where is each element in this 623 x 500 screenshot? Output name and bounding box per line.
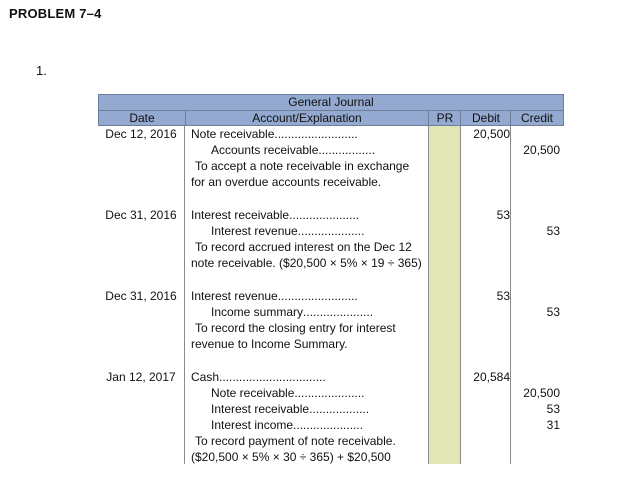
entry-date: Dec 31, 2016 — [105, 208, 177, 222]
credit-amount: 20,500 — [523, 386, 560, 400]
account-line: Accounts receivable................. — [211, 143, 376, 157]
entry-explanation: To record the closing entry for interest — [195, 321, 396, 335]
problem-title: PROBLEM 7–4 — [9, 6, 102, 21]
entry-explanation: To record payment of note receivable. — [195, 434, 396, 448]
pr-column-shade — [428, 126, 460, 464]
account-line: Note receivable..................... — [211, 386, 365, 400]
account-line: Interest income..................... — [211, 418, 364, 432]
entry-explanation: To record accrued interest on the Dec 12 — [195, 240, 412, 254]
credit-amount: 31 — [546, 418, 560, 432]
entry-explanation: To accept a note receivable in exchange — [195, 159, 410, 173]
entry-explanation: note receivable. ($20,500 × 5% × 19 ÷ 365) — [191, 256, 422, 270]
credit-amount: 53 — [546, 305, 560, 319]
journal-title: General Journal — [288, 95, 374, 109]
general-journal-table — [98, 94, 564, 464]
debit-amount: 20,500 — [473, 127, 510, 141]
account-line: Interest revenue........................ — [191, 289, 358, 303]
entry-explanation: ($20,500 × 5% × 30 ÷ 365) + $20,500 — [191, 450, 391, 464]
entry-explanation: for an overdue accounts receivable. — [191, 175, 382, 189]
entry-date: Dec 31, 2016 — [105, 289, 177, 303]
debit-amount: 20,584 — [473, 370, 510, 384]
account-line: Note receivable......................... — [191, 127, 358, 141]
column-header-debit: Debit — [471, 111, 500, 125]
entry-date: Dec 12, 2016 — [105, 127, 177, 141]
column-header-credit: Credit — [520, 111, 553, 125]
column-header-account: Account/Explanation — [252, 111, 362, 125]
account-line: Interest receivable.................. — [211, 402, 370, 416]
credit-amount: 20,500 — [523, 143, 560, 157]
journal-header — [98, 94, 564, 126]
entry-explanation: revenue to Income Summary. — [191, 337, 348, 351]
account-line: Income summary..................... — [211, 305, 374, 319]
debit-amount: 53 — [496, 289, 510, 303]
credit-amount: 53 — [546, 402, 560, 416]
credit-amount: 53 — [546, 224, 560, 238]
account-line: Cash................................ — [191, 370, 326, 384]
column-header-date: Date — [129, 111, 155, 125]
entry-date: Jan 12, 2017 — [106, 370, 176, 384]
debit-amount: 53 — [496, 208, 510, 222]
section-number: 1. — [36, 63, 47, 78]
column-header-pr: PR — [436, 111, 454, 125]
account-line: Interest revenue.................... — [211, 224, 365, 238]
account-line: Interest receivable..................... — [191, 208, 360, 222]
